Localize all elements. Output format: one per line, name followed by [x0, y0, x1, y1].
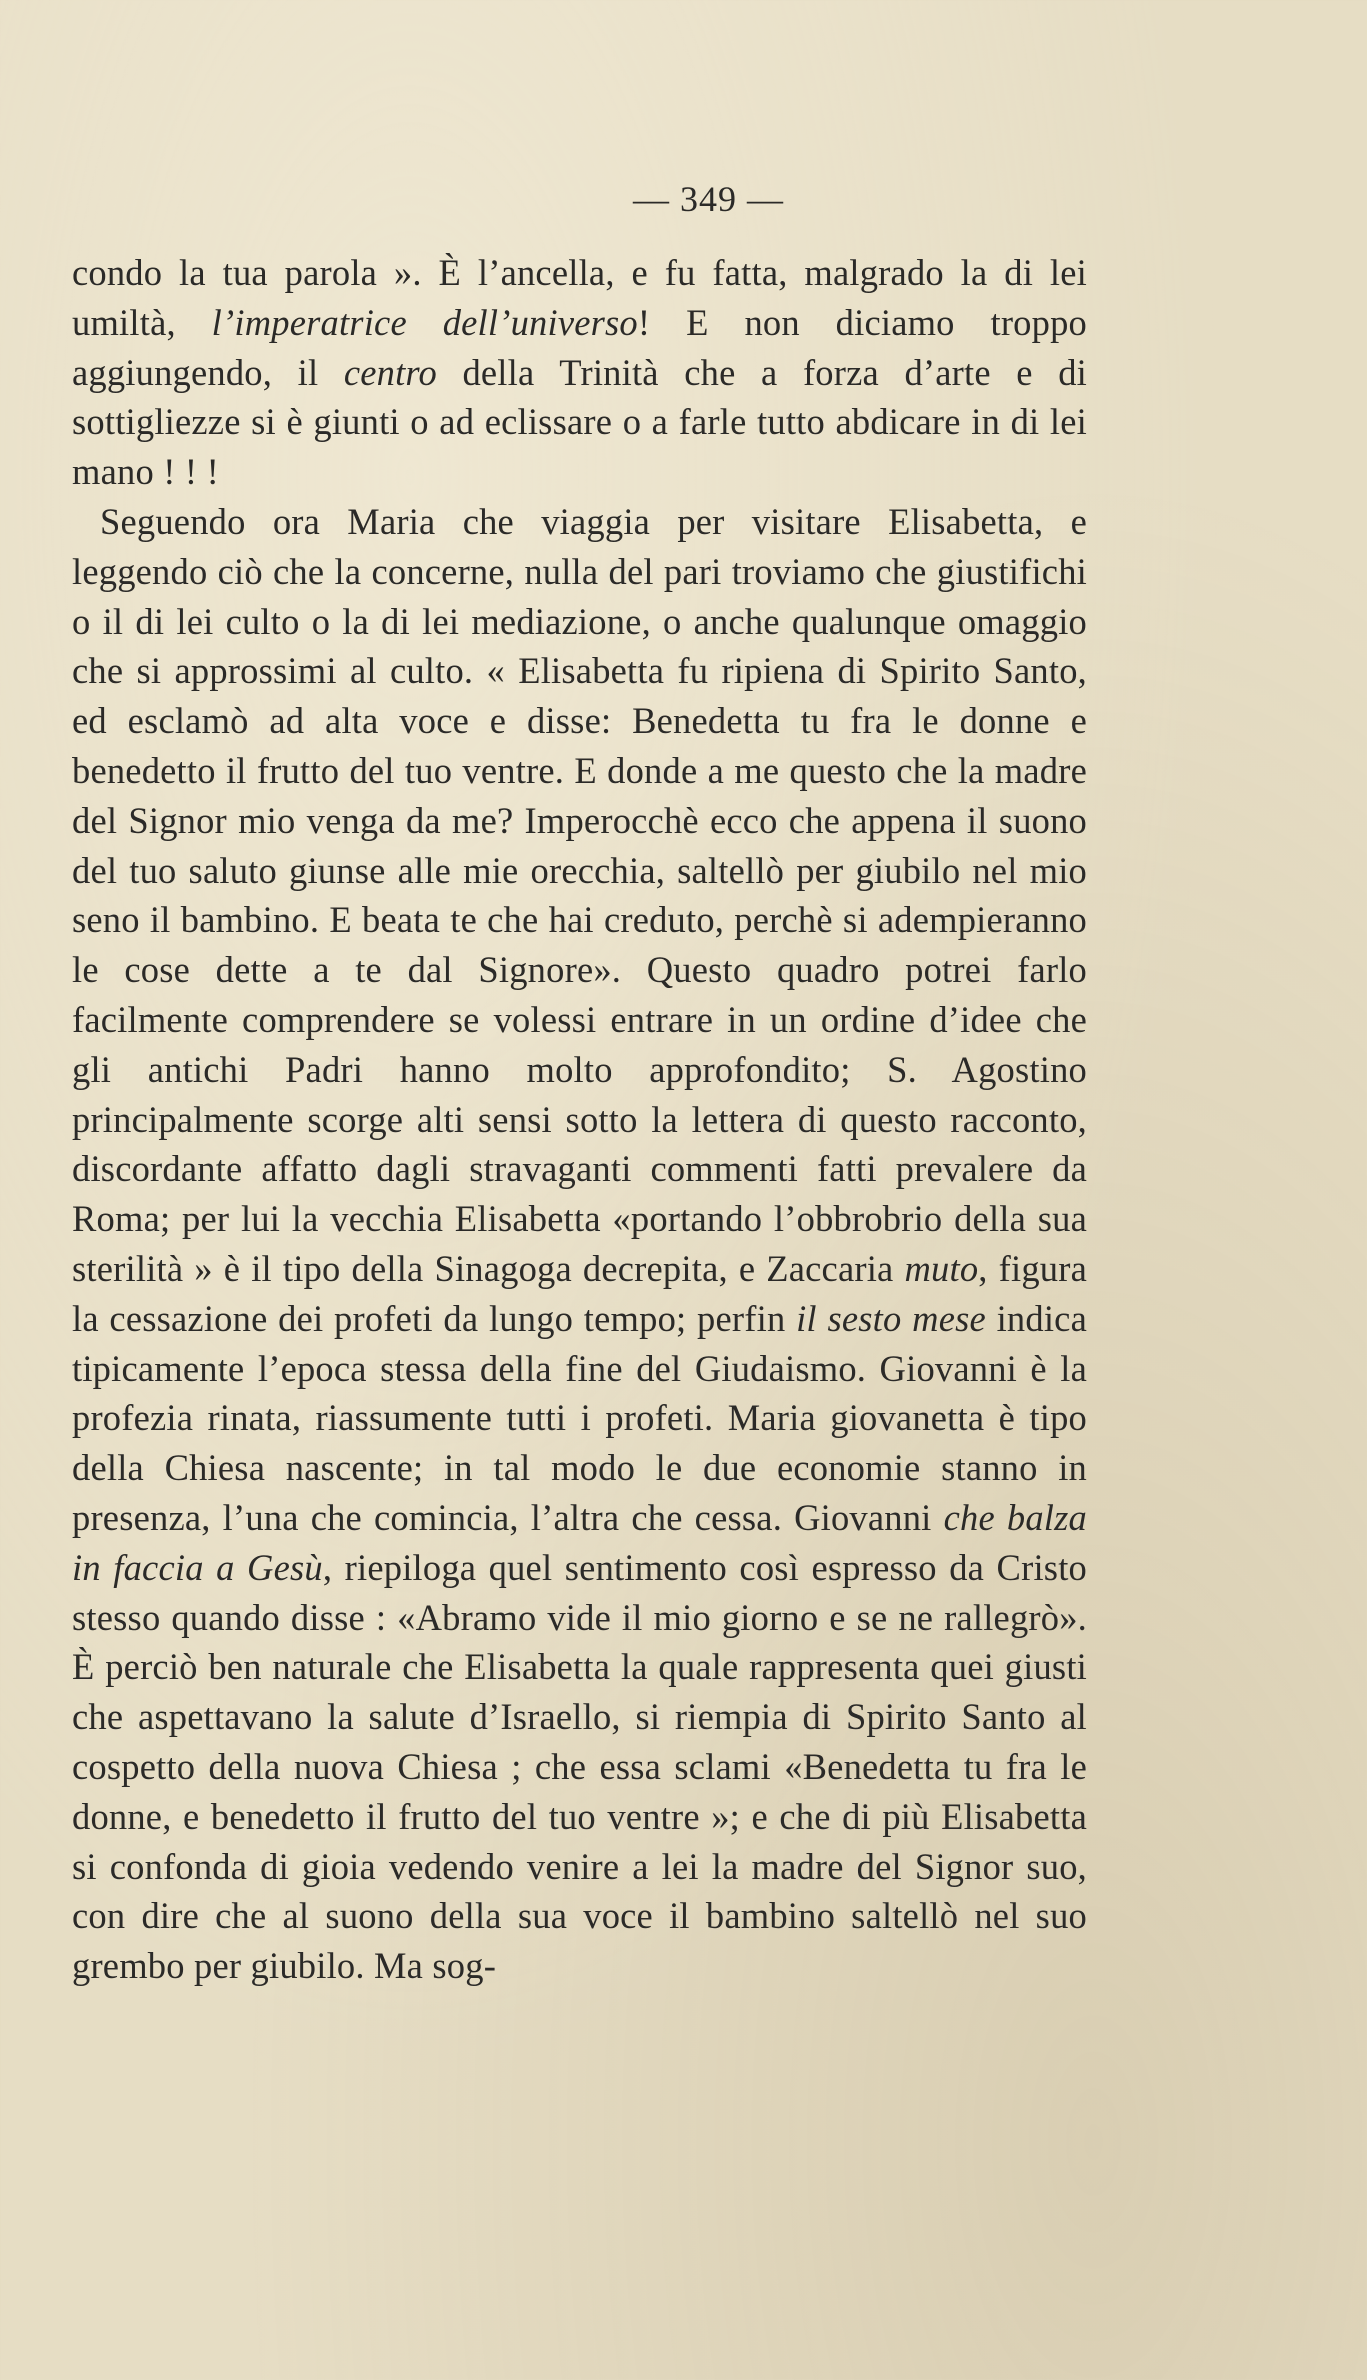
- paragraph-2-text-1: Seguendo ora Maria che viaggia per visitare Elisabetta, e leggendo ciò che la concerne, nulla del pari troviamo che giustifichi o il di lei culto o la di lei mediazione, o anche qualunque omaggio che si approssimi al culto. « Elisabetta fu ripiena di Spirito Santo, ed esclamò ad alta voce e disse: Benedetta tu fra le donne e benedetto il frutto del tuo ventre. E donde a me questo che la madre del Signor mio venga da me? Imperocchè ecco che appena il suono del tuo saluto giunse alle mie orecchia, saltellò per giubilo nel mio seno il bambino. E beata te che hai creduto, perchè si adempieranno le cose dette a te dal Signore». Questo quadro potrei farlo facilmente comprendere se volessi entrare in un ordine d’idee che gli antichi Padri hanno molto approfondito; S. Agostino principalmente scorge alti sensi sotto la lettera di questo racconto, discordante affatto dagli stravaganti commenti fatti prevalere da Roma; per lui la vecchia Elisabetta «portando l’obbrobrio della sua sterilità » è il tipo della Sinagoga decrepita, e Zaccaria: [72, 500, 1087, 1289]
- body-text: [72, 248, 1087, 1991]
- paragraph-2-text-2: , figura la cessazione dei profeti da lungo tempo; perfin: [72, 1247, 1087, 1339]
- paragraph-2-italic-2: il sesto mese: [796, 1297, 986, 1339]
- paragraph-2-text-4: , riepiloga quel sentimento così espresso da Cristo stesso quando disse : «Abramo vide il mio giorno e se ne rallegrò». È perciò ben naturale che Elisabetta la quale rappresenta quei giusti che aspettavano la salute d’Israello, si riempia di Spirito Santo al cospetto della nuova Chiesa ; che essa sclami «Benedetta tu fra le donne, e benedetto il frutto del tuo ventre »; e che di più Elisabetta si confonda di gioia vedendo venire a lei la madre del Signor suo, con dire che al suono della sua voce il bambino saltellò nel suo grembo per giubilo. Ma sog-: [72, 1546, 1087, 1987]
- paragraph-2-text-3: indica tipicamente l’epoca stessa della fine del Giudaismo. Giovanni è la profezia rinata, riassumente tutti i profeti. Maria giovanetta è tipo della Chiesa nascente; in tal modo le due economie stanno in presenza, l’una che comincia, l’altra che cessa. Giovanni: [72, 1297, 1087, 1538]
- paragraph-1: [72, 248, 1087, 497]
- paragraph-2-italic-3: che balza in faccia a Gesù: [72, 1496, 1088, 1588]
- paragraph-1-text-3: della Trinità che a forza d’arte e di sottigliezze si è giunti o ad eclissare o a farle tutto abdicare in di lei mano ! ! !: [72, 351, 1088, 493]
- paragraph-1-text-1: condo la tua parola ». È l’ancella, e fu fatta, malgrado la di lei umiltà,: [72, 252, 1087, 343]
- paragraph-2: [72, 497, 1087, 1991]
- paragraph-1-italic-1: l’imperatrice dell’universo: [211, 301, 638, 343]
- paragraph-1-text-2: ! E non diciamo troppo aggiungendo, il: [72, 301, 1087, 393]
- page-number: — 349 —: [633, 179, 784, 219]
- paragraph-2-italic-1: muto: [904, 1247, 979, 1289]
- paragraph-1-italic-2: centro: [343, 351, 437, 393]
